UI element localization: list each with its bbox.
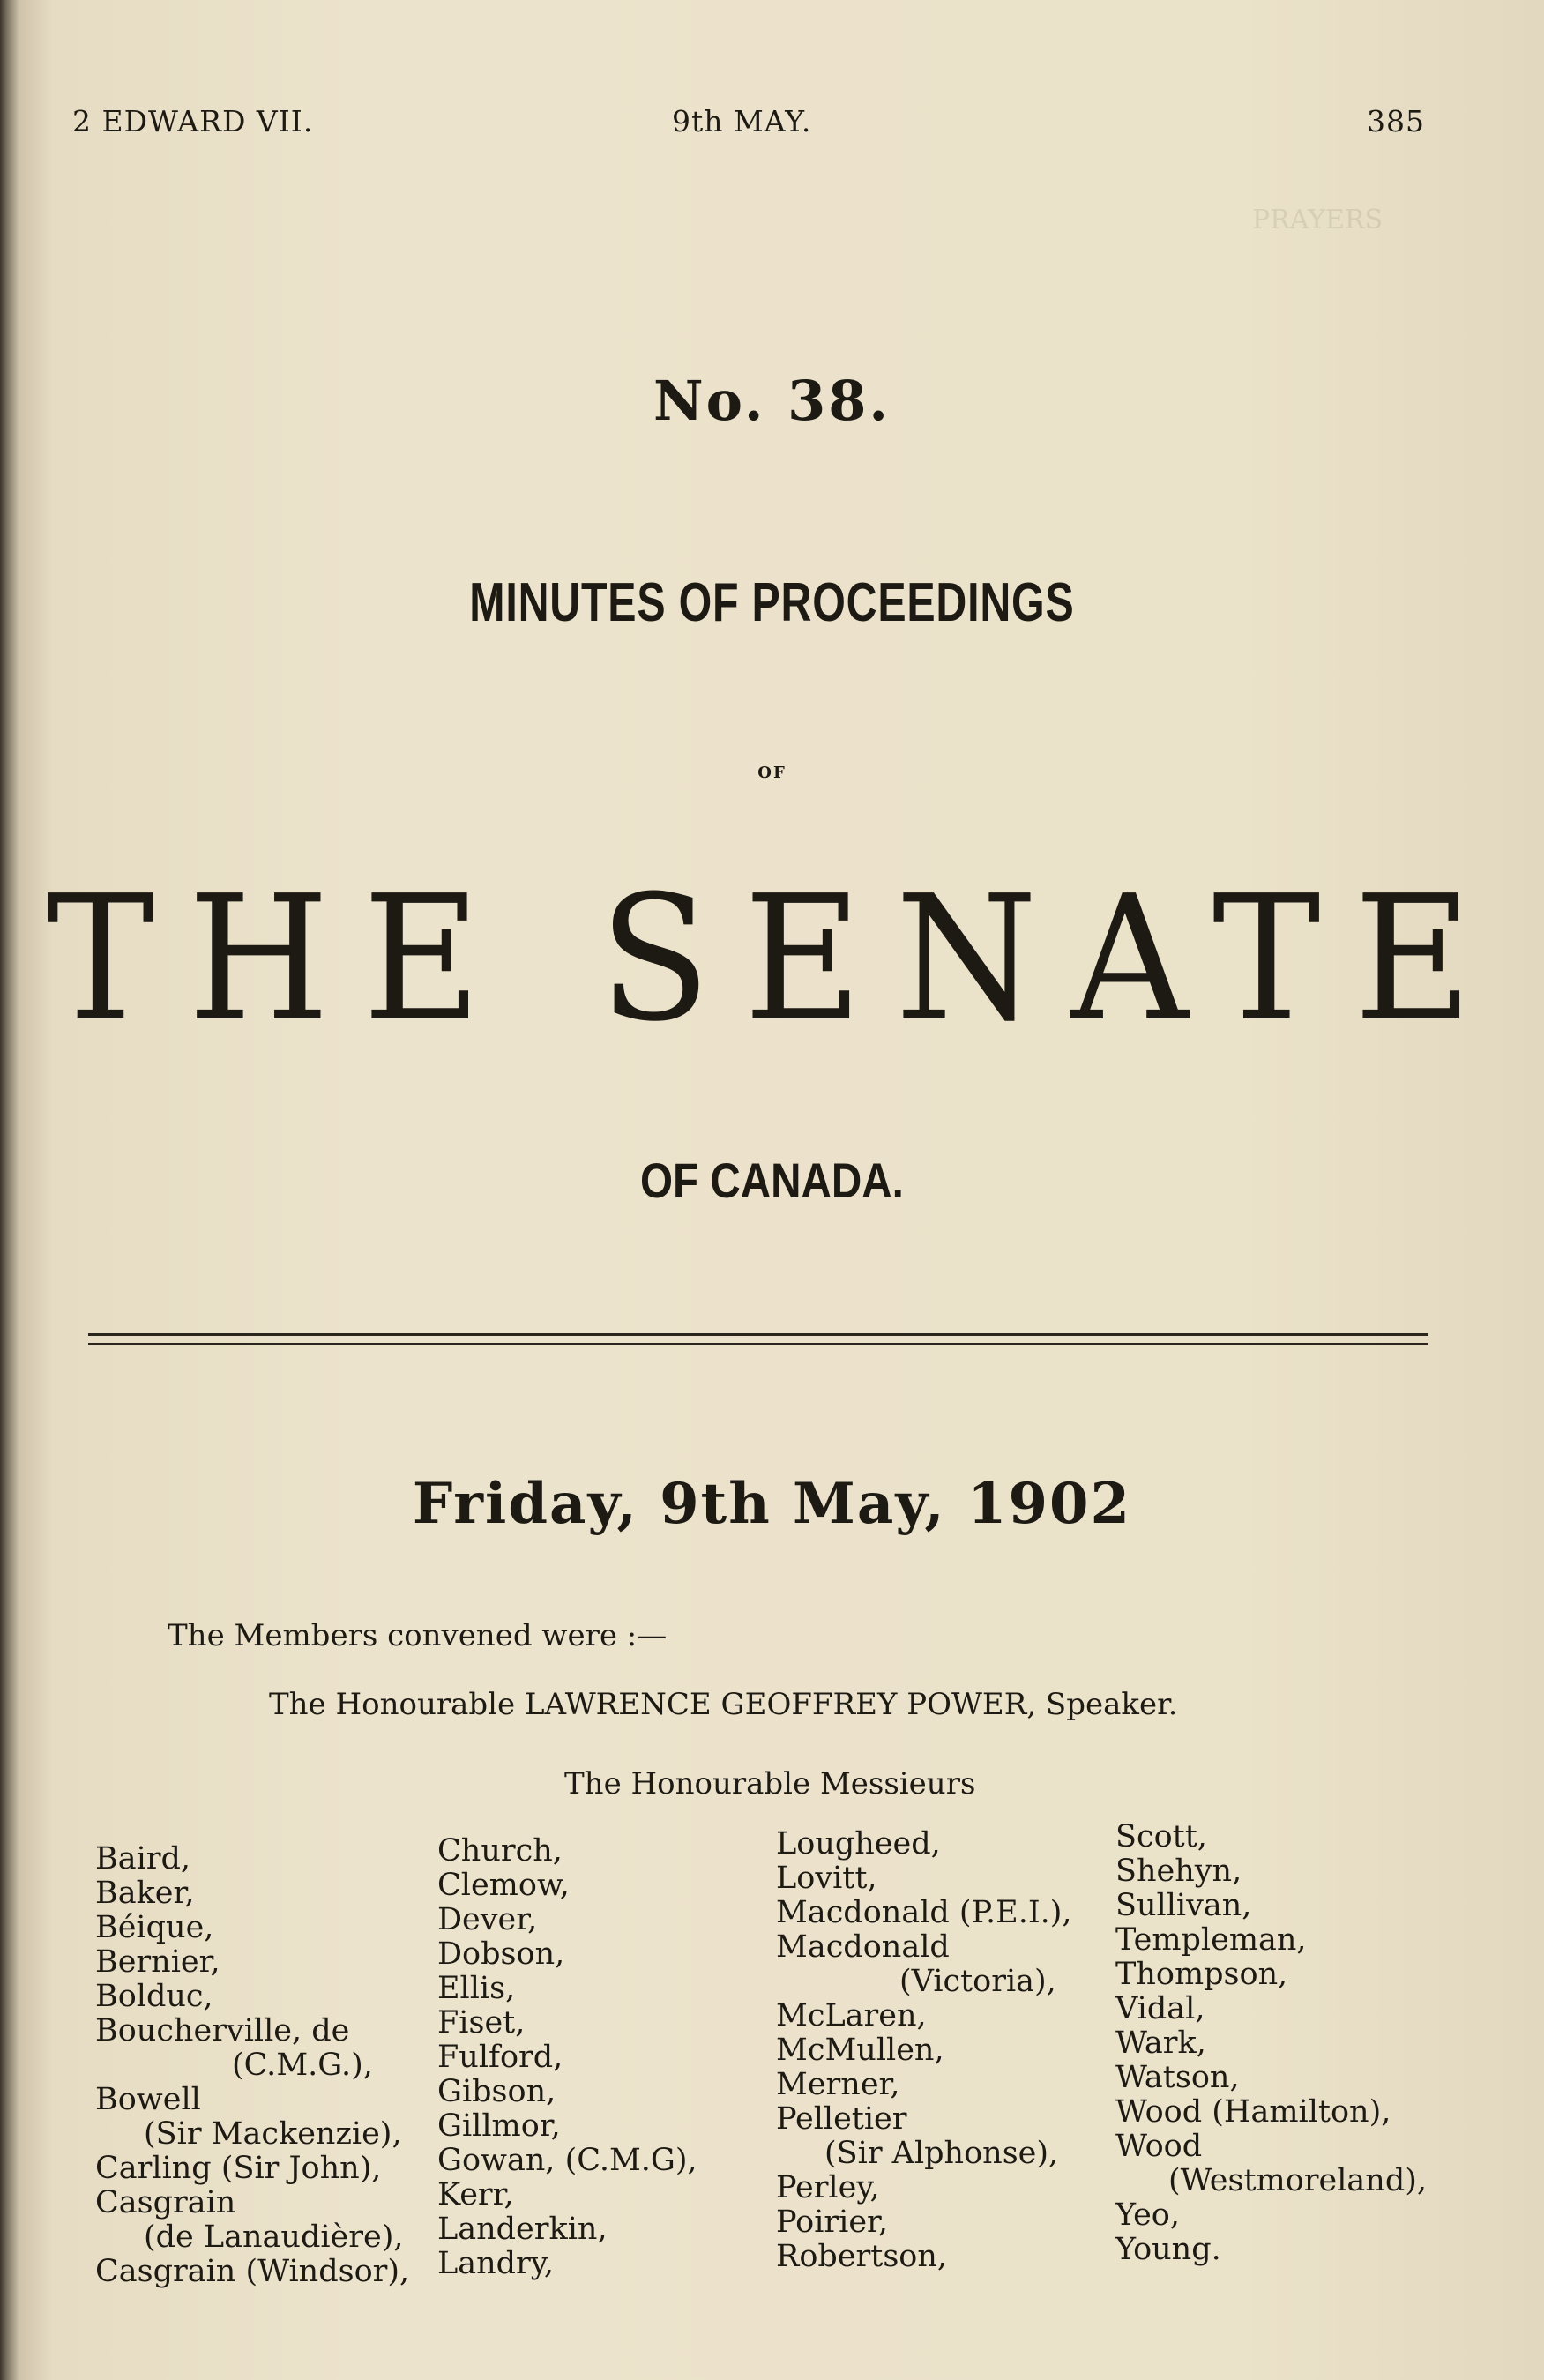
messieurs-line: The Honourable Messieurs bbox=[564, 1766, 976, 1802]
member-name: Thompson, bbox=[1115, 1957, 1288, 1992]
member-name: Watson, bbox=[1115, 2060, 1240, 2095]
member-name: Fulford, bbox=[437, 2040, 563, 2075]
member-name: Lovitt, bbox=[776, 1861, 877, 1896]
member-name: Bernier, bbox=[95, 1944, 220, 1980]
speaker-line: The Honourable LAWRENCE GEOFFREY POWER, Speaker. bbox=[269, 1687, 1178, 1722]
member-name: Clemow, bbox=[437, 1868, 570, 1903]
member-name: Dobson, bbox=[437, 1936, 565, 1972]
member-name: Templeman, bbox=[1115, 1922, 1307, 1958]
member-name: Landerkin, bbox=[437, 2212, 608, 2247]
member-name: (Sir Alphonse), bbox=[824, 2136, 1059, 2171]
members-column-2 bbox=[437, 1834, 697, 2281]
member-name: Landry, bbox=[437, 2246, 555, 2281]
member-name: (Sir Mackenzie), bbox=[144, 2116, 402, 2152]
member-name: (de Lanaudière), bbox=[144, 2220, 404, 2255]
member-name: Scott, bbox=[1115, 1819, 1207, 1854]
member-name: Boucherville, de bbox=[95, 2013, 350, 2048]
member-name: Vidal, bbox=[1115, 1991, 1205, 2026]
member-name: McMullen, bbox=[776, 2033, 944, 2068]
member-name: Baird, bbox=[95, 1841, 191, 1876]
member-name: Yeo, bbox=[1115, 2197, 1180, 2233]
member-name: Merner, bbox=[776, 2067, 900, 2102]
member-name: Gillmor, bbox=[437, 2108, 561, 2144]
member-name: Kerr, bbox=[437, 2177, 514, 2212]
member-name: Young. bbox=[1115, 2232, 1221, 2267]
header-page-number: 385 bbox=[1367, 104, 1425, 138]
member-name: Fiset, bbox=[437, 2005, 526, 2041]
member-name: McLaren, bbox=[776, 1998, 927, 2033]
member-name: Casgrain (Windsor), bbox=[95, 2254, 410, 2289]
member-name: (Victoria), bbox=[899, 1964, 1056, 1999]
member-name: Bolduc, bbox=[95, 1979, 213, 2014]
member-name: Wood bbox=[1115, 2129, 1203, 2164]
member-name: Lougheed, bbox=[776, 1826, 941, 1861]
of-canada-title: OF CANADA. bbox=[640, 1153, 904, 1208]
member-name: Shehyn, bbox=[1115, 1854, 1242, 1889]
members-column-4 bbox=[1115, 1820, 1427, 2267]
double-rule-bottom bbox=[88, 1343, 1428, 1345]
member-name: Gowan, (C.M.G), bbox=[437, 2143, 697, 2178]
bleed-through-text: PRAYERS bbox=[1252, 205, 1384, 235]
members-column-3 bbox=[776, 1827, 1072, 2274]
header-date: 9th MAY. bbox=[672, 104, 812, 138]
member-name: (Westmoreland), bbox=[1168, 2163, 1428, 2198]
member-name: Sullivan, bbox=[1115, 1888, 1252, 1923]
member-name: Carling (Sir John), bbox=[95, 2151, 382, 2186]
sitting-date: Friday, 9th May, 1902 bbox=[412, 1471, 1132, 1537]
minutes-title: MINUTES OF PROCEEDINGS bbox=[469, 572, 1075, 633]
members-convened-intro: The Members convened were :— bbox=[168, 1618, 668, 1653]
member-name: Robertson, bbox=[776, 2239, 948, 2274]
of-label: OF bbox=[757, 764, 787, 782]
member-name: Casgrain bbox=[95, 2185, 236, 2220]
header-regnal-year: 2 EDWARD VII. bbox=[72, 104, 314, 138]
member-name: Pelletier bbox=[776, 2101, 907, 2137]
member-name: Perley, bbox=[776, 2170, 880, 2205]
member-name: Macdonald bbox=[776, 1929, 950, 1965]
member-name: Ellis, bbox=[437, 1971, 516, 2006]
member-name: Macdonald (P.E.I.), bbox=[776, 1895, 1072, 1930]
member-name: Wood (Hamilton), bbox=[1115, 2094, 1391, 2130]
member-name: Dever, bbox=[437, 1902, 538, 1937]
senate-title: THE SENATE bbox=[46, 859, 1506, 1060]
double-rule-top bbox=[88, 1333, 1428, 1336]
member-name: Béique, bbox=[95, 1910, 214, 1945]
members-column-1 bbox=[95, 1842, 409, 2289]
issue-number: No. 38. bbox=[653, 369, 891, 433]
member-name: Baker, bbox=[95, 1876, 195, 1911]
member-name: Bowell bbox=[95, 2082, 201, 2117]
member-name: Wark, bbox=[1115, 2026, 1206, 2061]
member-name: Gibson, bbox=[437, 2074, 556, 2109]
member-name: Church, bbox=[437, 1833, 563, 1869]
member-name: (C.M.G.), bbox=[232, 2048, 373, 2083]
member-name: Poirier, bbox=[776, 2205, 889, 2240]
